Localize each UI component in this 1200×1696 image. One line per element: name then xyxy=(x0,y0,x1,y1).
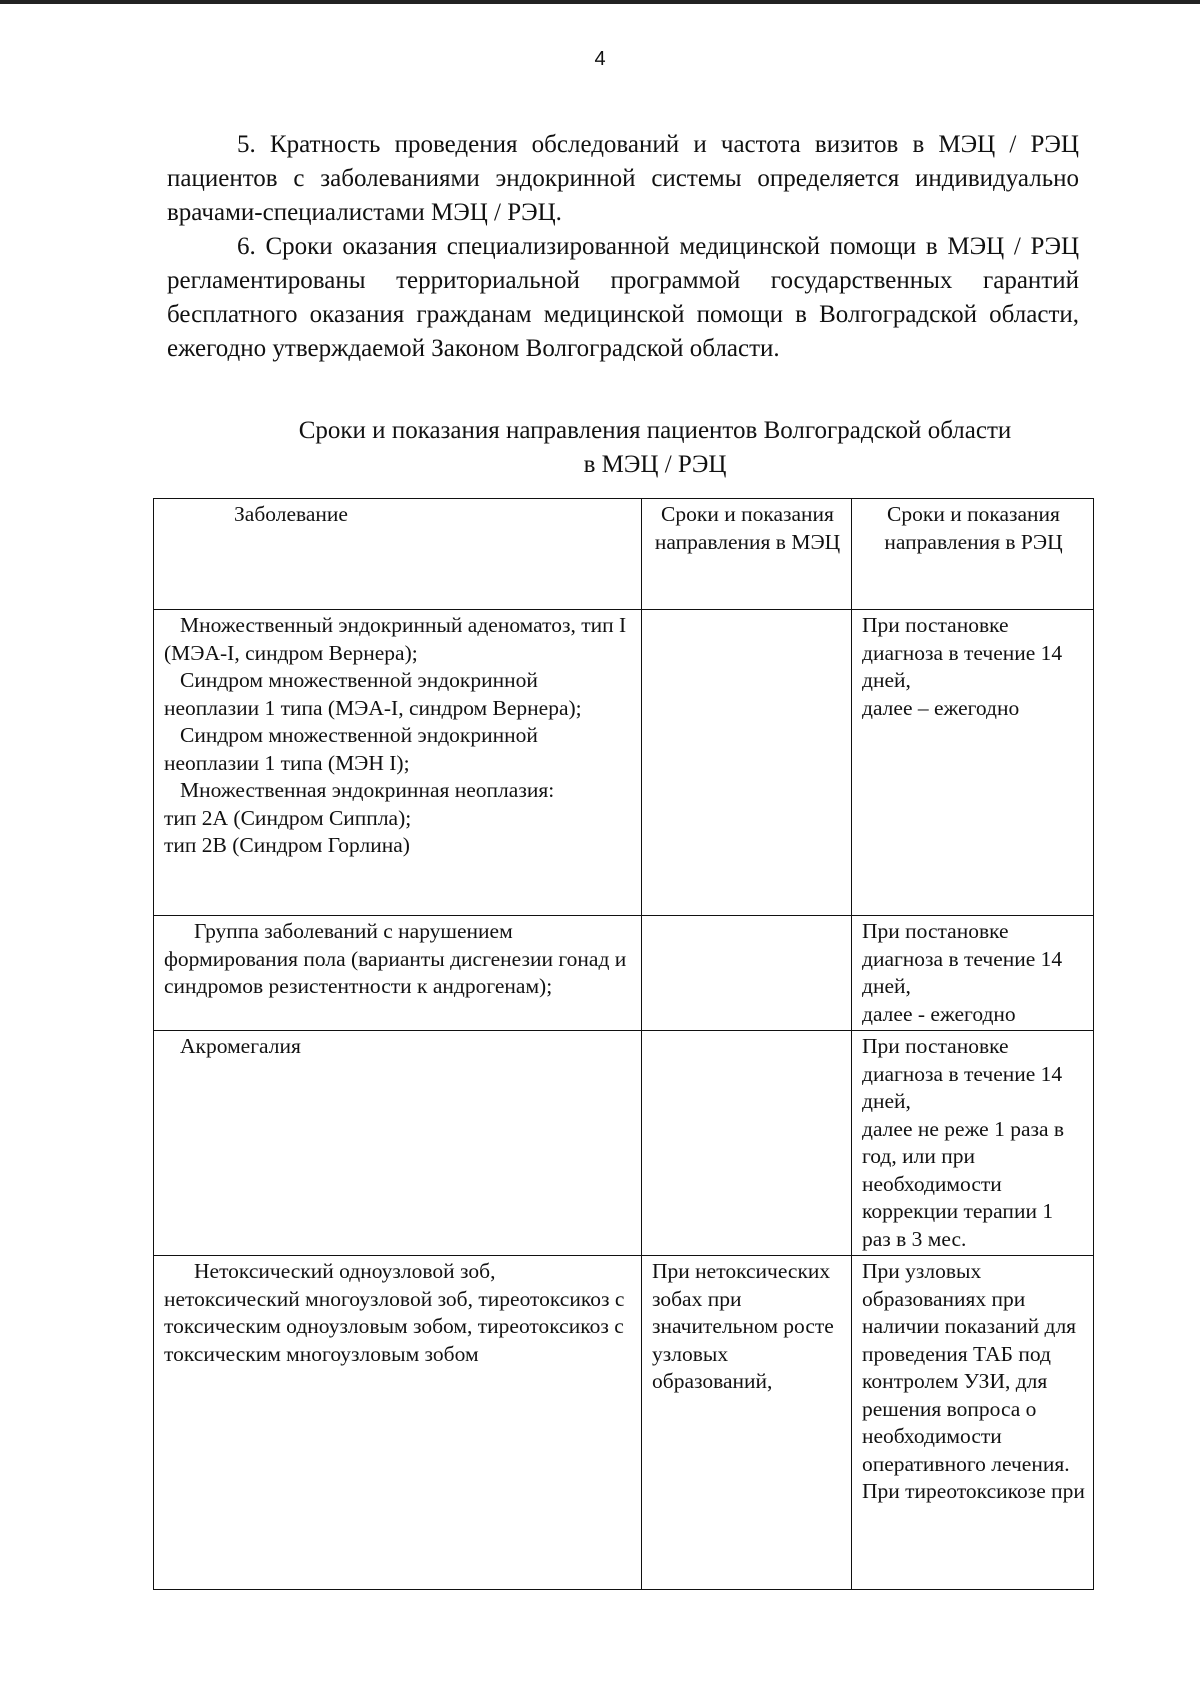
table-title-line-2: в МЭЦ / РЭЦ xyxy=(583,451,727,478)
cell-disease xyxy=(154,1031,642,1256)
table-row xyxy=(154,610,1094,916)
cell-disease xyxy=(154,1256,642,1590)
cell-mec xyxy=(642,1031,852,1256)
paragraph-6: 6. Сроки оказания специализированной медицинской помощи в МЭЦ / РЭЦ регламентированы территориальной программой государственных гарантий бесплатного оказания гражданам медицинской помощи в Волгоградской области, ежегодно утверждаемой Законом Волгоградской области. xyxy=(167,233,1079,362)
table-row xyxy=(154,1256,1094,1590)
disease-line: Нетоксический одноузловой зоб, нетоксический многоузловой зоб, тиреотоксикоз с токсическим одноузловым зобом, тиреотоксикоз с токсическим многоузловым зобом xyxy=(164,1259,625,1366)
page-top-border xyxy=(0,0,1200,4)
header-disease: Заболевание xyxy=(154,499,642,610)
rec-line: При постановке диагноза в течение 14 дней, xyxy=(862,1034,1063,1113)
cell-rec xyxy=(852,1031,1094,1256)
rec-line: При узловых образованиях при наличии показаний для проведения ТАБ под контролем УЗИ, для решения вопроса о необходимости оперативного лечения. xyxy=(862,1259,1077,1476)
table-row xyxy=(154,1031,1094,1256)
rec-line: При постановке диагноза в течение 14 дней, xyxy=(862,613,1063,692)
header-mec: Сроки и показания направления в МЭЦ xyxy=(642,499,852,610)
cell-rec xyxy=(852,916,1094,1031)
rec-line: далее не реже 1 раза в год, или при необходимости коррекции терапии 1 раз в 3 мес. xyxy=(862,1116,1065,1251)
cell-mec xyxy=(642,916,852,1031)
referral-table xyxy=(153,498,1094,1590)
disease-line: Синдром множественной эндокринной неоплазии 1 типа (МЭА-I, синдром Вернера); xyxy=(164,668,582,720)
table-title-line-1: Сроки и показания направления пациентов Волгоградской области xyxy=(298,417,1012,444)
disease-line: Синдром множественной эндокринной неоплазии 1 типа (МЭН I); xyxy=(164,723,538,775)
page-number: 4 xyxy=(594,48,606,70)
body-text xyxy=(167,128,1079,366)
disease-line: Множественная эндокринная неоплазия: xyxy=(180,778,555,802)
disease-line: Группа заболеваний с нарушением формирования пола (варианты дисгенезии гонад и синдромов резистентности к андрогенам); xyxy=(164,919,627,998)
rec-line: При постановке диагноза в течение 14 дней, xyxy=(862,919,1063,998)
table-header-row xyxy=(154,499,1094,610)
disease-line: тип 2В (Синдром Горлина) xyxy=(164,833,410,857)
rec-line: далее - ежегодно xyxy=(862,1001,1016,1026)
disease-line: Акромегалия xyxy=(180,1034,301,1058)
cell-rec xyxy=(852,1256,1094,1590)
rec-line: При тиреотоксикозе при xyxy=(862,1479,1085,1503)
table-row xyxy=(154,916,1094,1031)
paragraph-5: 5. Кратность проведения обследований и частота визитов в МЭЦ / РЭЦ пациентов с заболеваниями эндокринной системы определяется индивидуально врачами-специалистами МЭЦ / РЭЦ. xyxy=(167,131,1079,226)
cell-disease xyxy=(154,610,642,916)
header-rec: Сроки и показания направления в РЭЦ xyxy=(852,499,1094,610)
disease-line: тип 2А (Синдром Сиппла); xyxy=(164,805,412,830)
table-title xyxy=(250,414,1060,482)
cell-rec xyxy=(852,610,1094,916)
cell-disease xyxy=(154,916,642,1031)
cell-mec: При нетоксических зобах при значительном росте узловых образований, xyxy=(642,1256,852,1590)
rec-line: далее – ежегодно xyxy=(862,695,1020,720)
cell-mec xyxy=(642,610,852,916)
disease-line: Множественный эндокринный аденоматоз, тип I (МЭА-I, синдром Вернера); xyxy=(164,613,627,665)
